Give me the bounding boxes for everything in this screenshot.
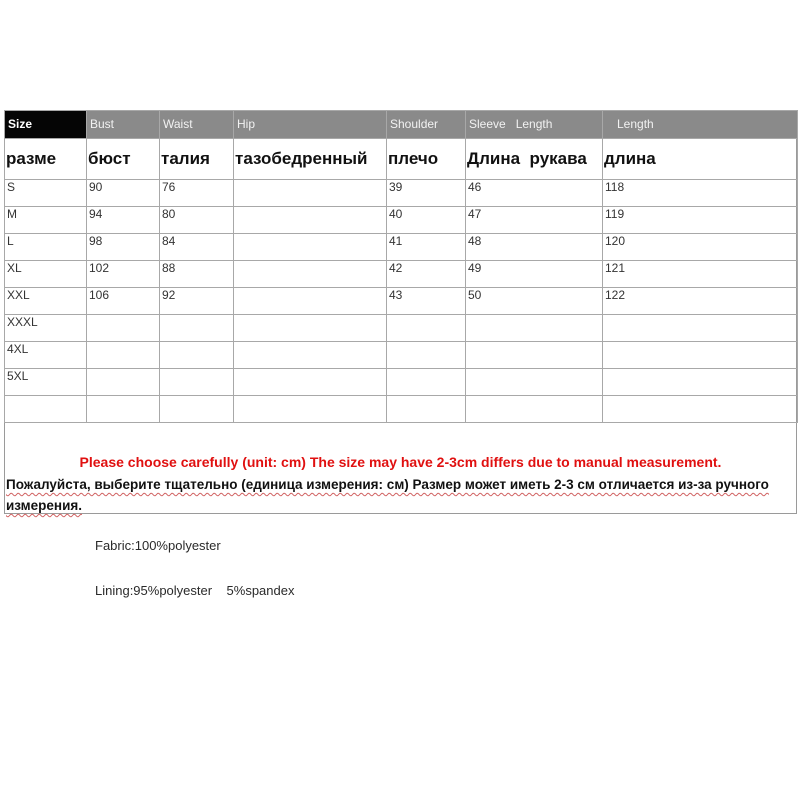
cell-size: M (5, 207, 87, 234)
cell-bust (87, 396, 160, 423)
cell-waist: 80 (160, 207, 234, 234)
cell-shoulder (387, 315, 466, 342)
table-row (5, 234, 798, 261)
table-row (5, 396, 798, 423)
cell-waist: 84 (160, 234, 234, 261)
cell-sleeve-length (466, 369, 603, 396)
cell-waist (160, 369, 234, 396)
header-ru-waist: талия (160, 139, 234, 180)
size-table (4, 110, 798, 423)
cell-length: 119 (603, 207, 798, 234)
header-sleeve-length: Sleeve Length (466, 111, 603, 139)
table-row (5, 342, 798, 369)
header-ru-sleeve-length: Длина рукава (466, 139, 603, 180)
cell-shoulder (387, 369, 466, 396)
table-row (5, 207, 798, 234)
cell-shoulder: 42 (387, 261, 466, 288)
header-ru-hip: тазобедренный (234, 139, 387, 180)
header-size: Size (5, 111, 87, 139)
header-waist: Waist (160, 111, 234, 139)
cell-waist (160, 396, 234, 423)
cell-shoulder: 39 (387, 180, 466, 207)
cell-hip (234, 315, 387, 342)
cell-hip (234, 261, 387, 288)
cell-bust: 102 (87, 261, 160, 288)
cell-shoulder (387, 342, 466, 369)
cell-waist: 92 (160, 288, 234, 315)
cell-hip (234, 288, 387, 315)
header-shoulder: Shoulder (387, 111, 466, 139)
measurement-note-ru-text: Пожалуйста, выберите тщательно (единица измерения: см) Размер может иметь 2-3 см отличается из-за ручного измерения. (6, 477, 769, 513)
cell-hip (234, 369, 387, 396)
cell-shoulder (387, 396, 466, 423)
cell-size: S (5, 180, 87, 207)
cell-sleeve-length (466, 315, 603, 342)
header-row-en (5, 111, 798, 139)
table-row (5, 288, 798, 315)
cell-waist (160, 342, 234, 369)
cell-bust: 94 (87, 207, 160, 234)
cell-sleeve-length: 47 (466, 207, 603, 234)
cell-hip (234, 234, 387, 261)
cell-shoulder: 41 (387, 234, 466, 261)
cell-hip (234, 207, 387, 234)
cell-hip (234, 342, 387, 369)
size-chart (4, 110, 797, 514)
cell-length (603, 396, 798, 423)
cell-hip (234, 396, 387, 423)
cell-sleeve-length (466, 396, 603, 423)
measurement-note-en: Please choose carefully (unit: cm) The size may have 2-3cm differs due to manual measurement. (79, 454, 722, 470)
header-row-ru (5, 139, 798, 180)
header-length: Length (603, 111, 798, 139)
cell-length (603, 315, 798, 342)
table-row (5, 315, 798, 342)
header-bust: Bust (87, 111, 160, 139)
cell-bust: 106 (87, 288, 160, 315)
header-ru-bust: бюст (87, 139, 160, 180)
cell-size (5, 396, 87, 423)
cell-length: 120 (603, 234, 798, 261)
cell-sleeve-length: 48 (466, 234, 603, 261)
table-row (5, 261, 798, 288)
cell-bust: 98 (87, 234, 160, 261)
cell-sleeve-length: 49 (466, 261, 603, 288)
cell-size: XL (5, 261, 87, 288)
cell-size: XXL (5, 288, 87, 315)
notes-block (5, 443, 796, 516)
cell-size: XXXL (5, 315, 87, 342)
cell-bust (87, 342, 160, 369)
table-row (5, 369, 798, 396)
cell-shoulder: 40 (387, 207, 466, 234)
cell-size: 4XL (5, 342, 87, 369)
cell-length: 122 (603, 288, 798, 315)
cell-sleeve-length: 50 (466, 288, 603, 315)
table-row (5, 180, 798, 207)
header-hip: Hip (234, 111, 387, 139)
cell-length: 118 (603, 180, 798, 207)
cell-waist: 88 (160, 261, 234, 288)
header-ru-shoulder: плечо (387, 139, 466, 180)
cell-bust (87, 315, 160, 342)
cell-bust: 90 (87, 180, 160, 207)
header-ru-length: длина (603, 139, 798, 180)
cell-length: 121 (603, 261, 798, 288)
cell-bust (87, 369, 160, 396)
lining-composition: Lining:95%polyester 5%spandex (95, 583, 295, 598)
cell-sleeve-length: 46 (466, 180, 603, 207)
fabric-composition: Fabric:100%polyester (95, 538, 221, 553)
cell-waist (160, 315, 234, 342)
cell-hip (234, 180, 387, 207)
cell-length (603, 369, 798, 396)
cell-length (603, 342, 798, 369)
cell-shoulder: 43 (387, 288, 466, 315)
cell-waist: 76 (160, 180, 234, 207)
cell-size: L (5, 234, 87, 261)
header-ru-size: разме (5, 139, 87, 180)
cell-sleeve-length (466, 342, 603, 369)
measurement-note-ru (5, 474, 796, 516)
cell-size: 5XL (5, 369, 87, 396)
